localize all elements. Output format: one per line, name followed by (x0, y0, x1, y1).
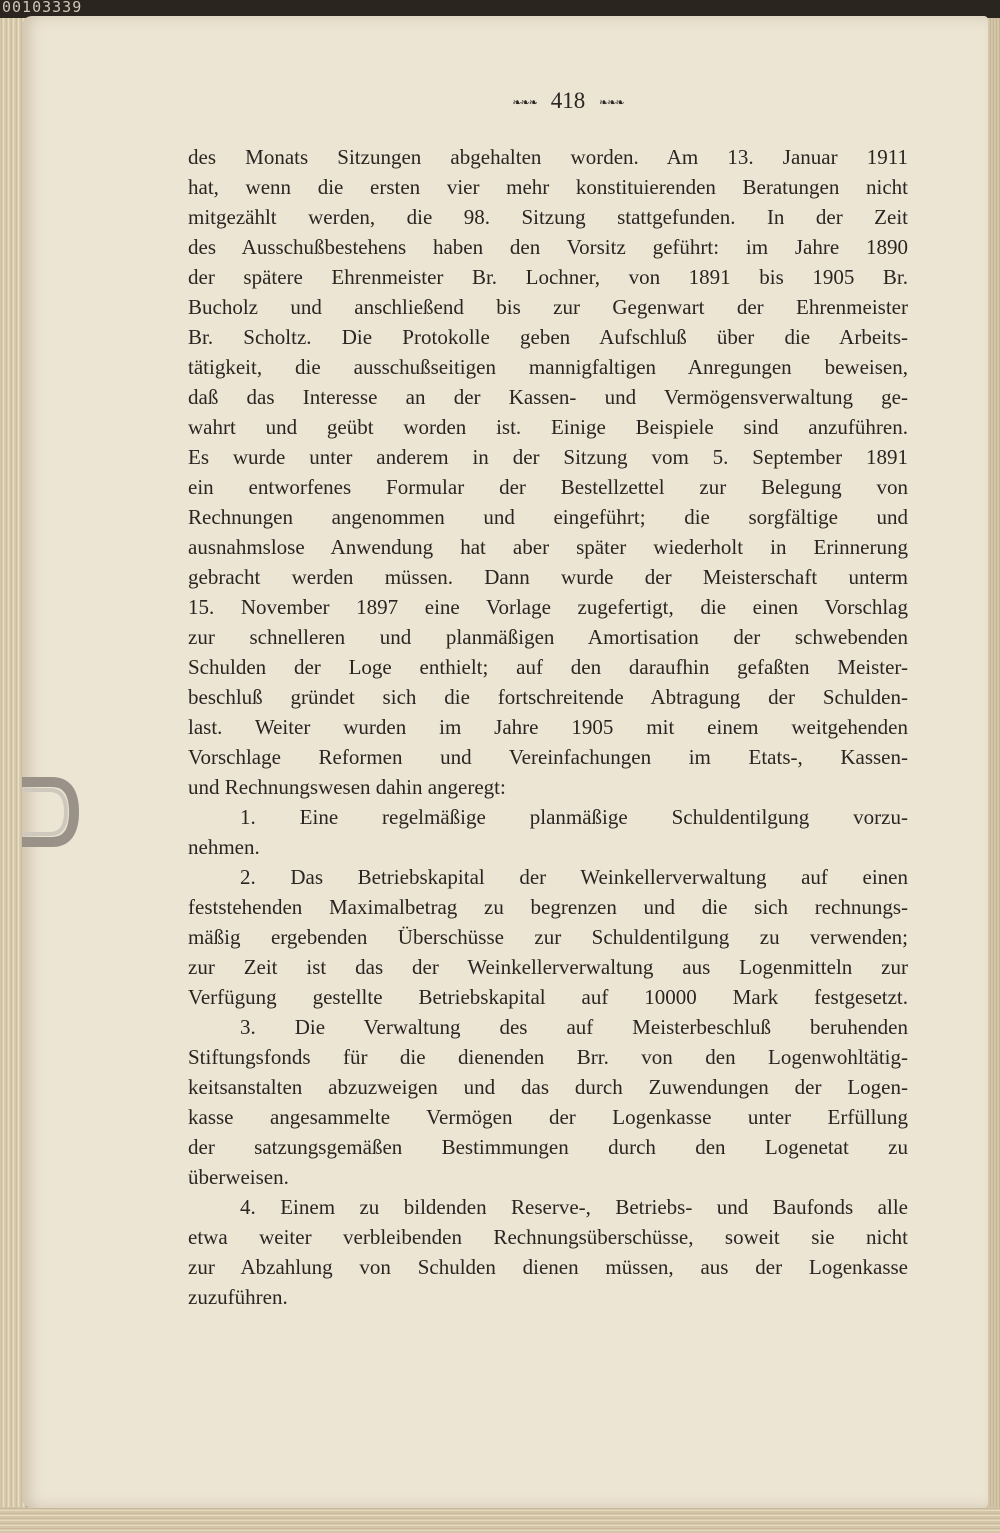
text-line: Vorschlage Reformen und Vereinfachungen im Etats-, Kassen- (188, 745, 908, 769)
text-line: 1. Eine regelmäßige planmäßige Schuldentilgung vorzu- (240, 805, 908, 829)
book-page-edges-right (986, 18, 1000, 1533)
body-text (188, 142, 908, 1312)
scan-reference-number: 00103339 (2, 0, 83, 16)
book-page-edges-bottom (0, 1507, 1000, 1533)
text-line: des Monats Sitzungen abgehalten worden. Am 13. Januar 1911 (188, 145, 908, 169)
page-number: 418 (550, 88, 586, 113)
text-line: zur Zeit ist das der Weinkellerverwaltung aus Logenmitteln zur (188, 955, 908, 979)
text-line: mitgezählt werden, die 98. Sitzung stattgefunden. In der Zeit (188, 205, 908, 229)
text-line: zur schnelleren und planmäßigen Amortisation der schwebenden (188, 625, 908, 649)
text-line: keitsanstalten abzuzweigen und das durch Zuwendungen der Logen- (188, 1075, 908, 1099)
text-line: daß das Interesse an der Kassen- und Vermögensverwaltung ge- (188, 385, 908, 409)
text-line: Bucholz und anschließend bis zur Gegenwart der Ehrenmeister (188, 295, 908, 319)
text-line: Br. Scholtz. Die Protokolle geben Aufschluß über die Arbeits- (188, 325, 908, 349)
text-line: ausnahmslose Anwendung hat aber später wiederholt in Erinnerung (188, 535, 908, 559)
page-content (188, 84, 908, 1312)
text-line: 4. Einem zu bildenden Reserve-, Betriebs- und Baufonds alle (240, 1195, 908, 1219)
text-line: wahrt und geübt worden ist. Einige Beispiele sind anzuführen. (188, 415, 908, 439)
page-clip-icon (22, 776, 88, 848)
text-line: hat, wenn die ersten vier mehr konstituierenden Beratungen nicht (188, 175, 908, 199)
text-line: der spätere Ehrenmeister Br. Lochner, von 1891 bis 1905 Br. (188, 265, 908, 289)
text-line: der satzungsgemäßen Bestimmungen durch den Logenetat zu (188, 1135, 908, 1159)
text-line: zuzuführen. (188, 1285, 288, 1309)
text-line: 2. Das Betriebskapital der Weinkellerverwaltung auf einen (240, 865, 908, 889)
text-line: Verfügung gestellte Betriebskapital auf 10000 Mark festgesetzt. (188, 985, 908, 1009)
text-line: zur Abzahlung von Schulden dienen müssen, aus der Logenkasse (188, 1255, 908, 1279)
header-ornament-left: ❧❧❧ (512, 96, 537, 109)
text-line: Rechnungen angenommen und eingeführt; die sorgfältige und (188, 505, 908, 529)
text-line: 15. November 1897 eine Vorlage zugefertigt, die einen Vorschlag (188, 595, 908, 619)
text-line: überweisen. (188, 1165, 289, 1189)
text-line: des Ausschußbestehens haben den Vorsitz geführt: im Jahre 1890 (188, 235, 908, 259)
text-line: tätigkeit, die ausschußseitigen mannigfaltigen Anregungen beweisen, (188, 355, 908, 379)
text-line: last. Weiter wurden im Jahre 1905 mit einem weitgehenden (188, 715, 908, 739)
header-ornament-right: ❧❧❧ (599, 96, 624, 109)
text-line: 3. Die Verwaltung des auf Meisterbeschluß beruhenden (240, 1015, 908, 1039)
text-line: feststehenden Maximalbetrag zu begrenzen und die sich rechnungs- (188, 895, 908, 919)
page-header (188, 84, 908, 118)
text-line: beschluß gründet sich die fortschreitende Abtragung der Schulden- (188, 685, 908, 709)
text-line: Schulden der Loge enthielt; auf den daraufhin gefaßten Meister- (188, 655, 908, 679)
text-line: Stiftungsfonds für die dienenden Brr. von den Logenwohltätig- (188, 1045, 908, 1069)
text-line: ein entworfenes Formular der Bestellzettel zur Belegung von (188, 475, 908, 499)
text-line: Es wurde unter anderem in der Sitzung vom 5. September 1891 (188, 445, 908, 469)
text-line: etwa weiter verbleibenden Rechnungsüberschüsse, soweit sie nicht (188, 1225, 908, 1249)
text-line: und Rechnungswesen dahin angeregt: (188, 775, 506, 799)
text-line: mäßig ergebenden Überschüsse zur Schuldentilgung zu verwenden; (188, 925, 908, 949)
text-line: gebracht werden müssen. Dann wurde der Meisterschaft unterm (188, 565, 908, 589)
text-line: kasse angesammelte Vermögen der Logenkasse unter Erfüllung (188, 1105, 908, 1129)
text-line: nehmen. (188, 835, 260, 859)
